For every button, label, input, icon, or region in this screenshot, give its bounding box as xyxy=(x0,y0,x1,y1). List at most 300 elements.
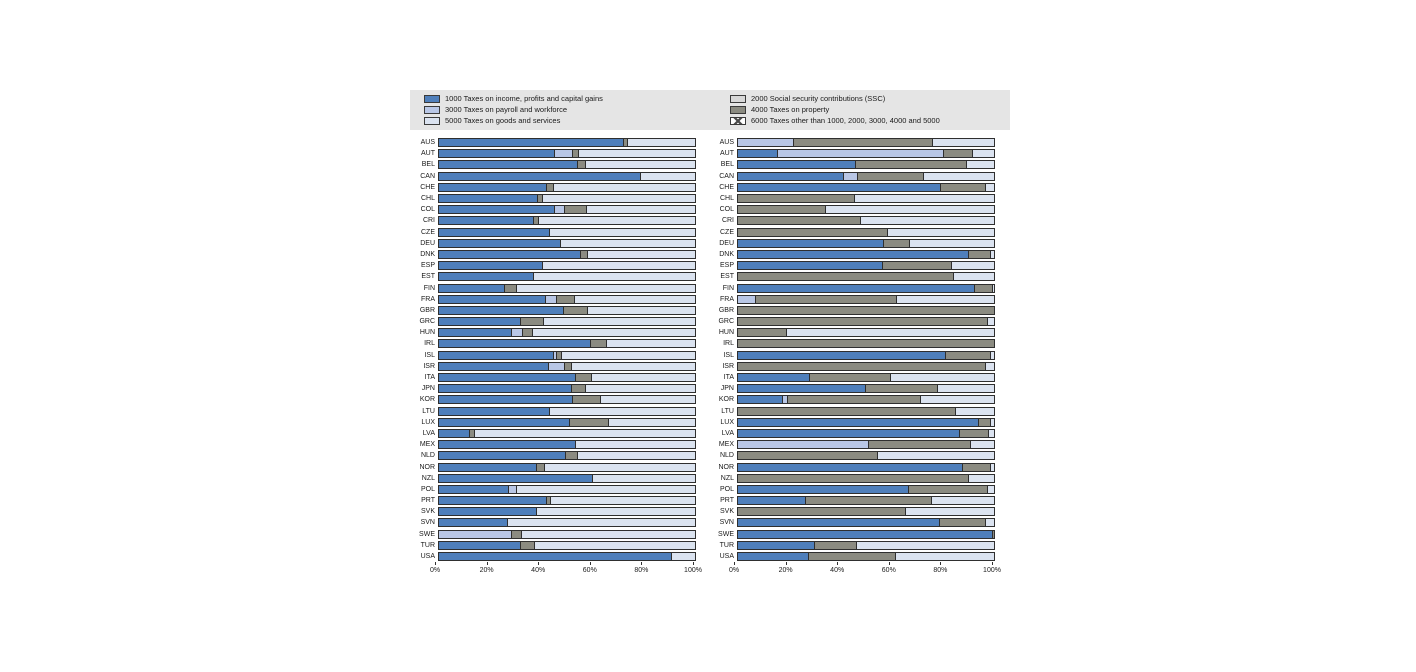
bar-segment-1000 xyxy=(439,452,565,459)
bar-segment-1000 xyxy=(738,486,908,493)
bar-row-right-TUR xyxy=(709,540,994,551)
stacked-bar xyxy=(737,239,995,248)
country-label: JPN xyxy=(720,385,734,393)
bar-row-left-AUS xyxy=(410,137,695,148)
stacked-bar xyxy=(438,239,696,248)
bar-row-right-EST xyxy=(709,271,994,282)
country-label: NLD xyxy=(719,452,734,460)
stacked-bar xyxy=(737,306,995,315)
stacked-bar xyxy=(737,362,995,371)
country-label: AUS xyxy=(420,139,435,147)
bar-segment-5000 xyxy=(571,363,695,370)
bar-segment-4000 xyxy=(738,273,953,280)
bar-segment-5000 xyxy=(521,531,695,538)
bar-segment-1000 xyxy=(439,553,671,560)
bar-segment-1000 xyxy=(738,184,940,191)
bar-segment-4000 xyxy=(738,363,985,370)
bar-segment-5000 xyxy=(825,206,994,213)
country-label: FIN xyxy=(423,284,435,292)
bar-row-right-CRI xyxy=(709,215,994,226)
bar-segment-4000 xyxy=(940,184,985,191)
country-label: ISR xyxy=(423,362,435,370)
panel-left-bars xyxy=(410,137,702,576)
bar-row-left-JPN xyxy=(410,383,695,394)
bar-row-right-FIN xyxy=(709,282,994,293)
country-label: ISL xyxy=(424,351,435,359)
stacked-bar xyxy=(737,474,995,483)
stacked-bar xyxy=(438,429,696,438)
country-label: ITA xyxy=(424,374,435,382)
bar-segment-1000 xyxy=(439,195,537,202)
country-label: LVA xyxy=(422,429,435,437)
bar-segment-1000 xyxy=(439,318,520,325)
bar-row-left-LVA xyxy=(410,428,695,439)
axis-tick-label: 80% xyxy=(634,567,649,575)
legend-label-3000: 3000 Taxes on payroll and workforce xyxy=(445,105,568,114)
stacked-bar xyxy=(438,496,696,505)
bar-segment-5000 xyxy=(856,542,994,549)
country-label: ISL xyxy=(723,351,734,359)
stacked-bar xyxy=(438,216,696,225)
legend-swatch-4000-icon xyxy=(730,106,746,114)
axis-tick xyxy=(538,562,539,565)
bar-row-right-LVA xyxy=(709,428,994,439)
country-label: SWE xyxy=(419,530,435,538)
bar-row-right-GRC xyxy=(709,316,994,327)
country-label: KOR xyxy=(718,396,734,404)
bar-row-right-AUS xyxy=(709,137,994,148)
bar-segment-5000 xyxy=(550,497,695,504)
bar-segment-5000 xyxy=(627,139,695,146)
country-label: GRC xyxy=(419,318,435,326)
bar-segment-1000 xyxy=(439,542,520,549)
legend-item-1000 xyxy=(424,95,724,103)
bar-segment-5000 xyxy=(553,184,695,191)
bar-segment-4000 xyxy=(738,329,786,336)
country-label: EST xyxy=(720,273,734,281)
bar-segment-5000 xyxy=(516,486,695,493)
bar-segment-4000 xyxy=(738,229,887,236)
country-label: CHL xyxy=(719,195,734,203)
stacked-bar xyxy=(737,160,995,169)
legend-label-2000: 2000 Social security contributions (SSC) xyxy=(751,94,886,103)
bar-segment-1000 xyxy=(439,285,504,292)
bar-segment-5000 xyxy=(578,150,695,157)
bar-segment-5000 xyxy=(972,150,995,157)
stacked-bar xyxy=(737,272,995,281)
bar-segment-4000 xyxy=(565,452,577,459)
bar-segment-1000 xyxy=(738,542,814,549)
country-label: BEL xyxy=(421,161,435,169)
bar-segment-1000 xyxy=(738,419,978,426)
bar-segment-4000 xyxy=(520,542,534,549)
bar-segment-5000 xyxy=(592,475,695,482)
stacked-bar xyxy=(438,138,696,147)
chart-legend xyxy=(410,90,1010,130)
bar-segment-4000 xyxy=(805,497,930,504)
bar-row-right-ITA xyxy=(709,372,994,383)
bar-segment-3000 xyxy=(511,329,522,336)
country-label: POL xyxy=(420,485,435,493)
stacked-bar xyxy=(737,530,995,539)
bar-segment-5000 xyxy=(574,296,695,303)
country-label: CAN xyxy=(420,172,435,180)
bar-segment-1000 xyxy=(439,240,560,247)
bar-segment-1000 xyxy=(439,184,546,191)
bar-row-left-CHL xyxy=(410,193,695,204)
bar-row-left-NZL xyxy=(410,473,695,484)
stacked-bar xyxy=(737,463,995,472)
stacked-bar xyxy=(737,183,995,192)
bar-segment-4000 xyxy=(590,340,606,347)
bar-segment-3000 xyxy=(738,296,755,303)
bar-segment-3000 xyxy=(548,363,564,370)
bar-segment-5000 xyxy=(896,296,994,303)
stacked-bar xyxy=(438,440,696,449)
bar-segment-3000 xyxy=(738,441,868,448)
bar-segment-3000 xyxy=(554,150,571,157)
stacked-bar xyxy=(737,541,995,550)
bar-row-right-JPN xyxy=(709,383,994,394)
bar-segment-4000 xyxy=(511,531,521,538)
stacked-bar xyxy=(438,183,696,192)
legend-item-4000 xyxy=(730,106,1002,114)
legend-swatch-5000-icon xyxy=(424,117,440,125)
bar-segment-5000 xyxy=(585,161,695,168)
bar-segment-4000 xyxy=(908,486,986,493)
bar-segment-4000 xyxy=(882,262,952,269)
country-label: COL xyxy=(719,206,734,214)
bar-segment-5000 xyxy=(854,195,994,202)
bar-row-right-NZL xyxy=(709,473,994,484)
bar-row-left-GRC xyxy=(410,316,695,327)
bar-row-right-CZE xyxy=(709,227,994,238)
legend-item-3000 xyxy=(424,106,724,114)
bar-row-left-DNK xyxy=(410,249,695,260)
country-label: LVA xyxy=(721,429,734,437)
stacked-bar xyxy=(438,552,696,561)
panel-right-bars xyxy=(709,137,1001,576)
country-label: CRI xyxy=(721,217,734,225)
bar-segment-5000 xyxy=(923,173,994,180)
bar-row-left-ISR xyxy=(410,361,695,372)
stacked-bar xyxy=(737,407,995,416)
bar-row-left-PRT xyxy=(410,495,695,506)
bar-row-left-TUR xyxy=(410,540,695,551)
country-label: SVN xyxy=(719,519,734,527)
bar-segment-5000 xyxy=(987,318,994,325)
bar-segment-4000 xyxy=(808,553,895,560)
bar-segment-5000 xyxy=(990,352,994,359)
bar-segment-4000 xyxy=(962,464,991,471)
bar-segment-5000 xyxy=(990,419,994,426)
bar-segment-5000 xyxy=(951,262,994,269)
stacked-bar xyxy=(737,440,995,449)
bar-segment-4000 xyxy=(546,184,553,191)
bar-row-left-CAN xyxy=(410,171,695,182)
stacked-bar xyxy=(438,507,696,516)
bar-row-left-CZE xyxy=(410,227,695,238)
bar-segment-1000 xyxy=(439,430,469,437)
bar-row-left-POL xyxy=(410,484,695,495)
bar-segment-5000 xyxy=(640,173,695,180)
stacked-bar xyxy=(438,451,696,460)
bar-segment-4000 xyxy=(943,150,972,157)
country-label: NLD xyxy=(420,452,435,460)
country-label: NOR xyxy=(718,463,734,471)
country-label: HUN xyxy=(419,329,435,337)
bar-segment-5000 xyxy=(937,385,994,392)
bar-row-left-SVN xyxy=(410,517,695,528)
country-label: DNK xyxy=(719,250,734,258)
bar-row-right-USA xyxy=(709,551,994,562)
bar-segment-5000 xyxy=(955,408,994,415)
bar-segment-5000 xyxy=(532,329,695,336)
axis-tick xyxy=(641,562,642,565)
stacked-bar xyxy=(737,373,995,382)
bar-segment-4000 xyxy=(738,307,994,314)
bar-row-right-CHL xyxy=(709,193,994,204)
country-label: IRL xyxy=(723,340,734,348)
axis-tick xyxy=(590,562,591,565)
stacked-bar xyxy=(737,384,995,393)
bar-segment-1000 xyxy=(439,519,507,526)
bar-segment-1000 xyxy=(738,374,809,381)
bar-row-right-LUX xyxy=(709,417,994,428)
country-label: EST xyxy=(421,273,435,281)
bar-segment-4000 xyxy=(738,508,905,515)
bar-segment-1000 xyxy=(439,419,569,426)
bar-segment-4000 xyxy=(569,419,608,426)
country-label: AUT xyxy=(421,150,435,158)
axis-tick xyxy=(992,562,993,565)
bar-segment-4000 xyxy=(577,161,584,168)
bar-segment-5000 xyxy=(931,497,994,504)
stacked-bar xyxy=(737,485,995,494)
bar-segment-5000 xyxy=(600,396,695,403)
axis-tick-label: 20% xyxy=(778,567,793,575)
legend-swatch-3000-icon xyxy=(424,106,440,114)
country-label: CHE xyxy=(719,183,734,191)
legend-label-5000: 5000 Taxes on goods and services xyxy=(445,116,561,125)
country-label: LTU xyxy=(721,407,734,415)
bar-segment-1000 xyxy=(738,150,777,157)
country-label: POL xyxy=(719,485,734,493)
bar-segment-1000 xyxy=(439,173,640,180)
bar-segment-4000 xyxy=(959,430,988,437)
bar-segment-1000 xyxy=(439,475,592,482)
bar-segment-4000 xyxy=(520,318,543,325)
legend-label-6000: 6000 Taxes other than 1000, 2000, 3000, 4000 and 5000 xyxy=(751,116,940,125)
bar-segment-4000 xyxy=(536,464,545,471)
stacked-bar xyxy=(438,317,696,326)
bar-row-left-HUN xyxy=(410,327,695,338)
stacked-bar xyxy=(737,429,995,438)
stacked-bar xyxy=(737,451,995,460)
axis-tick xyxy=(487,562,488,565)
bar-segment-5000 xyxy=(536,508,695,515)
bar-row-right-SVK xyxy=(709,506,994,517)
stacked-bar xyxy=(737,261,995,270)
bar-segment-4000 xyxy=(580,251,587,258)
legend-swatch-2000-icon xyxy=(730,95,746,103)
bar-segment-5000 xyxy=(577,452,695,459)
bar-row-right-LTU xyxy=(709,406,994,417)
stacked-bar xyxy=(438,373,696,382)
axis-tick-label: 100% xyxy=(684,567,702,575)
bar-row-left-FIN xyxy=(410,282,695,293)
country-label: GBR xyxy=(718,306,734,314)
country-label: DEU xyxy=(420,239,435,247)
bar-segment-5000 xyxy=(543,318,695,325)
stacked-bar xyxy=(737,295,995,304)
country-label: CZE xyxy=(720,228,734,236)
bar-segment-5000 xyxy=(905,508,994,515)
bar-segment-4000 xyxy=(571,385,585,392)
bar-row-right-KOR xyxy=(709,394,994,405)
bar-segment-1000 xyxy=(439,441,575,448)
bar-segment-5000 xyxy=(966,161,994,168)
axis-tick xyxy=(734,562,735,565)
bar-segment-5000 xyxy=(544,464,695,471)
legend-swatch-6000-icon xyxy=(730,117,746,125)
stacked-bar xyxy=(737,216,995,225)
legend-item-2000 xyxy=(730,95,1002,103)
bar-segment-5000 xyxy=(586,206,695,213)
bar-segment-5000 xyxy=(860,217,994,224)
stacked-bar xyxy=(737,552,995,561)
country-label: LUX xyxy=(720,418,734,426)
country-label: CHE xyxy=(420,183,435,191)
bar-segment-4000 xyxy=(563,307,587,314)
bar-segment-5000 xyxy=(985,519,994,526)
bar-segment-4000 xyxy=(945,352,990,359)
x-axis-right xyxy=(728,562,1001,576)
bar-segment-4000 xyxy=(855,161,967,168)
stacked-bar xyxy=(737,518,995,527)
bar-segment-5000 xyxy=(990,464,994,471)
bar-segment-4000 xyxy=(522,329,532,336)
bar-segment-1000 xyxy=(738,553,808,560)
bar-segment-5000 xyxy=(608,419,695,426)
bar-row-right-BEL xyxy=(709,159,994,170)
stacked-bar xyxy=(438,272,696,281)
bar-row-right-CHE xyxy=(709,182,994,193)
bar-row-right-ESP xyxy=(709,260,994,271)
bar-segment-3000 xyxy=(777,150,942,157)
bar-segment-1000 xyxy=(439,307,563,314)
stacked-bar xyxy=(438,295,696,304)
bar-segment-1000 xyxy=(738,240,883,247)
bar-segment-1000 xyxy=(439,139,623,146)
bar-segment-4000 xyxy=(575,374,591,381)
country-label: PRT xyxy=(421,497,435,505)
bar-segment-5000 xyxy=(985,184,994,191)
bar-segment-4000 xyxy=(968,251,991,258)
axis-tick xyxy=(435,562,436,565)
bar-row-left-DEU xyxy=(410,238,695,249)
bar-segment-4000 xyxy=(865,385,937,392)
legend-label-4000: 4000 Taxes on property xyxy=(751,105,830,114)
bar-row-left-BEL xyxy=(410,159,695,170)
bar-segment-5000 xyxy=(542,195,695,202)
bar-segment-1000 xyxy=(738,430,959,437)
bar-row-right-DNK xyxy=(709,249,994,260)
bar-segment-4000 xyxy=(787,396,920,403)
bar-segment-1000 xyxy=(738,464,962,471)
stacked-bar xyxy=(737,138,995,147)
country-label: TUR xyxy=(420,541,435,549)
bar-row-right-HUN xyxy=(709,327,994,338)
bar-segment-1000 xyxy=(738,161,855,168)
bar-segment-1000 xyxy=(439,251,580,258)
country-label: FRA xyxy=(720,295,734,303)
legend-item-5000 xyxy=(424,117,724,125)
bar-segment-1000 xyxy=(439,206,554,213)
bar-segment-1000 xyxy=(439,161,577,168)
axis-tick-label: 60% xyxy=(881,567,896,575)
country-label: JPN xyxy=(421,385,435,393)
bar-segment-1000 xyxy=(439,296,545,303)
country-label: NZL xyxy=(720,474,734,482)
stacked-bar xyxy=(438,149,696,158)
stacked-bar xyxy=(737,284,995,293)
bar-segment-5000 xyxy=(968,475,995,482)
bar-segment-5000 xyxy=(895,553,994,560)
stacked-bar xyxy=(438,418,696,427)
bar-segment-4000 xyxy=(572,396,600,403)
bar-segment-5000 xyxy=(538,217,695,224)
bar-segment-4000 xyxy=(504,285,516,292)
bar-segment-1000 xyxy=(738,251,968,258)
axis-tick-label: 0% xyxy=(429,567,441,575)
stacked-bar xyxy=(737,496,995,505)
bar-row-right-CAN xyxy=(709,171,994,182)
axis-tick xyxy=(889,562,890,565)
bar-row-left-ESP xyxy=(410,260,695,271)
bar-segment-5000 xyxy=(992,285,994,292)
bar-segment-4000 xyxy=(564,206,587,213)
country-label: GBR xyxy=(419,306,435,314)
stacked-bar xyxy=(438,228,696,237)
bar-row-right-GBR xyxy=(709,305,994,316)
country-label: GRC xyxy=(718,318,734,326)
bar-segment-1000 xyxy=(439,396,572,403)
bar-segment-5000 xyxy=(516,285,695,292)
bar-segment-4000 xyxy=(738,452,877,459)
stacked-bar xyxy=(438,407,696,416)
x-axis-left xyxy=(429,562,702,576)
bar-segment-1000 xyxy=(439,273,533,280)
stacked-bar xyxy=(438,362,696,371)
axis-tick-label: 40% xyxy=(830,567,845,575)
bar-segment-1000 xyxy=(439,464,536,471)
stacked-bar xyxy=(737,194,995,203)
bar-row-left-SVK xyxy=(410,506,695,517)
country-label: NOR xyxy=(419,463,435,471)
bar-segment-5000 xyxy=(533,273,695,280)
bar-row-right-AUT xyxy=(709,148,994,159)
bar-segment-5000 xyxy=(591,374,695,381)
bar-segment-5000 xyxy=(987,486,994,493)
bar-segment-4000 xyxy=(755,296,897,303)
country-label: MEX xyxy=(419,441,435,449)
country-label: DNK xyxy=(420,250,435,258)
stacked-bar xyxy=(438,160,696,169)
country-label: CZE xyxy=(421,228,435,236)
bar-row-left-LTU xyxy=(410,406,695,417)
bar-segment-1000 xyxy=(738,385,865,392)
